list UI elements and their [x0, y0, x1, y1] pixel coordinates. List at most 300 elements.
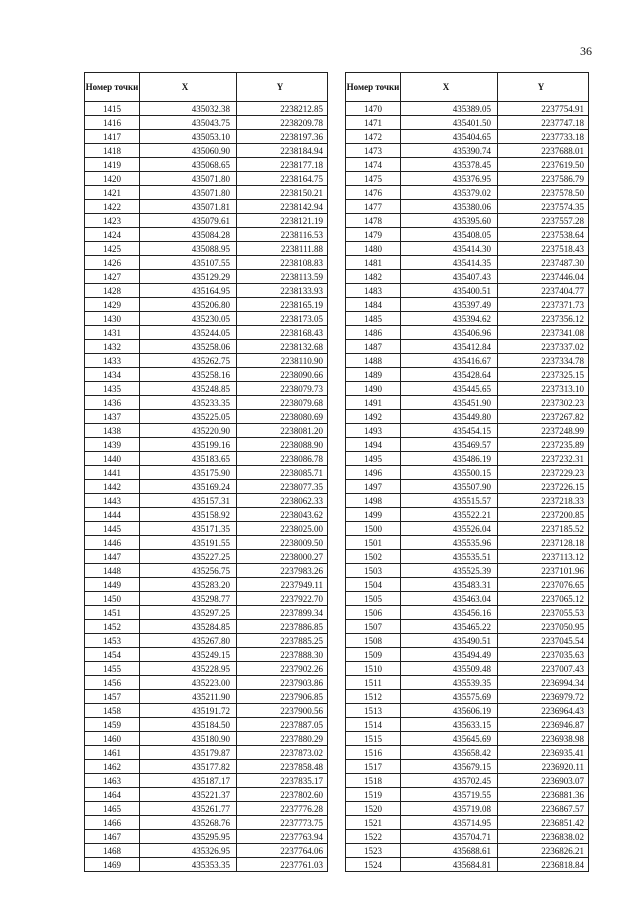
point-number-cell: 1483: [346, 284, 401, 298]
coordinates-table-left: [84, 72, 328, 872]
point-number-cell: 1473: [346, 144, 401, 158]
table-row: [346, 396, 589, 410]
table-row: [346, 676, 589, 690]
y-cell: 2237337.02: [498, 340, 589, 354]
x-cell: 435522.21: [401, 508, 498, 522]
table-row: [85, 452, 328, 466]
y-cell: 2237773.75: [237, 816, 328, 830]
y-cell: 2237267.82: [498, 410, 589, 424]
y-cell: 2237586.79: [498, 172, 589, 186]
point-number-cell: 1488: [346, 354, 401, 368]
y-cell: 2237761.03: [237, 858, 328, 872]
point-number-cell: 1418: [85, 144, 140, 158]
y-cell: 2236964.43: [498, 704, 589, 718]
x-cell: 435297.25: [140, 606, 237, 620]
point-number-cell: 1428: [85, 284, 140, 298]
table-row: [346, 466, 589, 480]
point-number-cell: 1456: [85, 676, 140, 690]
x-cell: 435704.71: [401, 830, 498, 844]
table-row: [85, 690, 328, 704]
y-cell: 2237899.34: [237, 606, 328, 620]
x-cell: 435180.90: [140, 732, 237, 746]
point-number-cell: 1439: [85, 438, 140, 452]
x-cell: 435406.96: [401, 326, 498, 340]
point-number-cell: 1489: [346, 368, 401, 382]
x-cell: 435191.55: [140, 536, 237, 550]
x-cell: 435416.67: [401, 354, 498, 368]
table-row: [346, 298, 589, 312]
x-cell: 435267.80: [140, 634, 237, 648]
point-number-cell: 1506: [346, 606, 401, 620]
x-cell: 435256.75: [140, 564, 237, 578]
point-number-cell: 1505: [346, 592, 401, 606]
point-number-cell: 1509: [346, 648, 401, 662]
x-cell: 435414.35: [401, 256, 498, 270]
x-cell: 435445.65: [401, 382, 498, 396]
table-row: [346, 690, 589, 704]
y-cell: 2237200.85: [498, 508, 589, 522]
point-number-cell: 1520: [346, 802, 401, 816]
x-cell: 435526.04: [401, 522, 498, 536]
x-cell: 435060.90: [140, 144, 237, 158]
point-number-cell: 1442: [85, 480, 140, 494]
y-cell: 2237776.28: [237, 802, 328, 816]
x-cell: 435088.95: [140, 242, 237, 256]
table-row: [85, 186, 328, 200]
y-cell: 2237371.73: [498, 298, 589, 312]
x-cell: 435258.16: [140, 368, 237, 382]
y-cell: 2238150.21: [237, 186, 328, 200]
y-cell: 2237235.89: [498, 438, 589, 452]
x-cell: 435400.51: [401, 284, 498, 298]
table-row: [85, 648, 328, 662]
y-cell: 2237313.10: [498, 382, 589, 396]
point-number-cell: 1440: [85, 452, 140, 466]
table-row: [85, 242, 328, 256]
point-number-cell: 1420: [85, 172, 140, 186]
table-row: [85, 788, 328, 802]
table-row: [85, 172, 328, 186]
table-row: [346, 172, 589, 186]
y-cell: 2237835.17: [237, 774, 328, 788]
point-number-cell: 1444: [85, 508, 140, 522]
x-cell: 435191.72: [140, 704, 237, 718]
point-number-cell: 1431: [85, 326, 140, 340]
table-row: [346, 774, 589, 788]
x-cell: 435645.69: [401, 732, 498, 746]
y-cell: 2237218.33: [498, 494, 589, 508]
point-number-cell: 1415: [85, 102, 140, 116]
x-cell: 435679.15: [401, 760, 498, 774]
point-number-cell: 1468: [85, 844, 140, 858]
y-cell: 2238132.68: [237, 340, 328, 354]
point-number-cell: 1510: [346, 662, 401, 676]
point-number-cell: 1481: [346, 256, 401, 270]
y-cell: 2237903.86: [237, 676, 328, 690]
point-number-cell: 1524: [346, 858, 401, 872]
table-row: [346, 116, 589, 130]
table-row: [346, 844, 589, 858]
point-number-cell: 1466: [85, 816, 140, 830]
point-number-cell: 1503: [346, 564, 401, 578]
y-cell: 2236851.42: [498, 816, 589, 830]
y-cell: 2237902.26: [237, 662, 328, 676]
page-number: 36: [580, 44, 592, 58]
x-cell: 435071.80: [140, 186, 237, 200]
table-row: [346, 634, 589, 648]
point-number-cell: 1433: [85, 354, 140, 368]
point-number-cell: 1450: [85, 592, 140, 606]
point-number-cell: 1515: [346, 732, 401, 746]
x-cell: 435184.50: [140, 718, 237, 732]
x-cell: 435486.19: [401, 452, 498, 466]
y-cell: 2237065.12: [498, 592, 589, 606]
point-number-cell: 1454: [85, 648, 140, 662]
point-number-cell: 1492: [346, 410, 401, 424]
point-number-cell: 1486: [346, 326, 401, 340]
point-number-cell: 1482: [346, 270, 401, 284]
point-number-cell: 1438: [85, 424, 140, 438]
point-number-cell: 1471: [346, 116, 401, 130]
x-cell: 435404.65: [401, 130, 498, 144]
point-number-cell: 1477: [346, 200, 401, 214]
point-number-cell: 1426: [85, 256, 140, 270]
table-row: [85, 858, 328, 872]
table-row: [85, 410, 328, 424]
y-cell: 2238088.90: [237, 438, 328, 452]
y-cell: 2238164.75: [237, 172, 328, 186]
x-cell: 435220.90: [140, 424, 237, 438]
table-row: [346, 200, 589, 214]
x-cell: 435414.30: [401, 242, 498, 256]
y-cell: 2237802.60: [237, 788, 328, 802]
point-number-cell: 1441: [85, 466, 140, 480]
y-cell: 2237873.02: [237, 746, 328, 760]
table-row: [346, 144, 589, 158]
point-number-cell: 1423: [85, 214, 140, 228]
x-cell: 435525.39: [401, 564, 498, 578]
table-row: [346, 452, 589, 466]
y-cell: 2238085.71: [237, 466, 328, 480]
x-cell: 435295.95: [140, 830, 237, 844]
table-row: [85, 326, 328, 340]
y-cell: 2237045.54: [498, 634, 589, 648]
point-number-cell: 1447: [85, 550, 140, 564]
y-cell: 2236903.07: [498, 774, 589, 788]
x-cell: 435199.16: [140, 438, 237, 452]
point-number-cell: 1465: [85, 802, 140, 816]
y-cell: 2237101.96: [498, 564, 589, 578]
point-number-cell: 1467: [85, 830, 140, 844]
x-cell: 435509.48: [401, 662, 498, 676]
x-cell: 435071.80: [140, 172, 237, 186]
y-cell: 2237557.28: [498, 214, 589, 228]
point-number-cell: 1463: [85, 774, 140, 788]
table-row: [346, 522, 589, 536]
point-number-cell: 1523: [346, 844, 401, 858]
x-cell: 435515.57: [401, 494, 498, 508]
y-cell: 2237076.65: [498, 578, 589, 592]
point-number-cell: 1464: [85, 788, 140, 802]
table-row: [85, 816, 328, 830]
x-cell: 435684.81: [401, 858, 498, 872]
point-number-cell: 1500: [346, 522, 401, 536]
x-cell: 435068.65: [140, 158, 237, 172]
table-row: [85, 102, 328, 116]
x-cell: 435702.45: [401, 774, 498, 788]
point-number-cell: 1479: [346, 228, 401, 242]
point-number-cell: 1504: [346, 578, 401, 592]
y-cell: 2237404.77: [498, 284, 589, 298]
table-row: [346, 732, 589, 746]
x-cell: 435454.15: [401, 424, 498, 438]
point-number-cell: 1498: [346, 494, 401, 508]
y-cell: 2236818.84: [498, 858, 589, 872]
x-cell: 435228.95: [140, 662, 237, 676]
point-number-cell: 1419: [85, 158, 140, 172]
x-cell: 435225.05: [140, 410, 237, 424]
y-cell: 2237341.08: [498, 326, 589, 340]
table-row: [85, 592, 328, 606]
y-cell: 2237487.30: [498, 256, 589, 270]
y-cell: 2237356.12: [498, 312, 589, 326]
table-row: [346, 536, 589, 550]
y-cell: 2238184.94: [237, 144, 328, 158]
point-number-cell: 1497: [346, 480, 401, 494]
y-cell: 2237226.15: [498, 480, 589, 494]
header-point-number: Номер точки: [346, 73, 401, 102]
y-cell: 2238197.36: [237, 130, 328, 144]
table-row: [346, 228, 589, 242]
x-cell: 435714.95: [401, 816, 498, 830]
point-number-cell: 1485: [346, 312, 401, 326]
x-cell: 435688.61: [401, 844, 498, 858]
y-cell: 2237764.06: [237, 844, 328, 858]
y-cell: 2238009.50: [237, 536, 328, 550]
y-cell: 2238209.78: [237, 116, 328, 130]
x-cell: 435183.65: [140, 452, 237, 466]
y-cell: 2238121.19: [237, 214, 328, 228]
point-number-cell: 1452: [85, 620, 140, 634]
x-cell: 435539.35: [401, 676, 498, 690]
table-row: [85, 270, 328, 284]
point-number-cell: 1460: [85, 732, 140, 746]
point-number-cell: 1432: [85, 340, 140, 354]
x-cell: 435248.85: [140, 382, 237, 396]
table-row: [346, 592, 589, 606]
table-row: [85, 830, 328, 844]
y-cell: 2238110.90: [237, 354, 328, 368]
table-row: [346, 606, 589, 620]
x-cell: 435107.55: [140, 256, 237, 270]
y-cell: 2236979.72: [498, 690, 589, 704]
point-number-cell: 1457: [85, 690, 140, 704]
table-row: [85, 116, 328, 130]
y-cell: 2237574.35: [498, 200, 589, 214]
y-cell: 2238090.66: [237, 368, 328, 382]
x-cell: 435395.60: [401, 214, 498, 228]
point-number-cell: 1446: [85, 536, 140, 550]
x-cell: 435227.25: [140, 550, 237, 564]
table-row: [85, 718, 328, 732]
table-row: [346, 410, 589, 424]
x-cell: 435412.84: [401, 340, 498, 354]
table-row: [85, 606, 328, 620]
x-cell: 435043.75: [140, 116, 237, 130]
point-number-cell: 1519: [346, 788, 401, 802]
point-number-cell: 1507: [346, 620, 401, 634]
y-cell: 2236938.98: [498, 732, 589, 746]
y-cell: 2237050.95: [498, 620, 589, 634]
y-cell: 2238079.73: [237, 382, 328, 396]
point-number-cell: 1495: [346, 452, 401, 466]
y-cell: 2237055.53: [498, 606, 589, 620]
point-number-cell: 1437: [85, 410, 140, 424]
table-row: [85, 368, 328, 382]
table-row: [346, 508, 589, 522]
point-number-cell: 1469: [85, 858, 140, 872]
x-cell: 435449.80: [401, 410, 498, 424]
table-row: [85, 760, 328, 774]
table-row: [85, 382, 328, 396]
x-cell: 435053.10: [140, 130, 237, 144]
point-number-cell: 1480: [346, 242, 401, 256]
table-row: [346, 480, 589, 494]
x-cell: 435719.55: [401, 788, 498, 802]
table-row: [85, 480, 328, 494]
y-cell: 2237900.56: [237, 704, 328, 718]
point-number-cell: 1455: [85, 662, 140, 676]
x-cell: 435158.92: [140, 508, 237, 522]
table-row: [85, 522, 328, 536]
table-row: [85, 578, 328, 592]
table-row: [346, 648, 589, 662]
y-cell: 2238113.59: [237, 270, 328, 284]
header-x: X: [401, 73, 498, 102]
y-cell: 2238043.62: [237, 508, 328, 522]
x-cell: 435262.75: [140, 354, 237, 368]
table-row: [346, 214, 589, 228]
x-cell: 435221.37: [140, 788, 237, 802]
point-number-cell: 1513: [346, 704, 401, 718]
point-number-cell: 1449: [85, 578, 140, 592]
table-row: [85, 158, 328, 172]
y-cell: 2237007.43: [498, 662, 589, 676]
x-cell: 435401.50: [401, 116, 498, 130]
y-cell: 2237518.43: [498, 242, 589, 256]
point-number-cell: 1470: [346, 102, 401, 116]
y-cell: 2237922.70: [237, 592, 328, 606]
y-cell: 2238062.33: [237, 494, 328, 508]
x-cell: 435268.76: [140, 816, 237, 830]
x-cell: 435175.90: [140, 466, 237, 480]
point-number-cell: 1522: [346, 830, 401, 844]
point-number-cell: 1453: [85, 634, 140, 648]
y-cell: 2236994.34: [498, 676, 589, 690]
table-row: [346, 312, 589, 326]
x-cell: 435535.96: [401, 536, 498, 550]
table-row: [85, 536, 328, 550]
table-row: [346, 802, 589, 816]
point-number-cell: 1487: [346, 340, 401, 354]
x-cell: 435244.05: [140, 326, 237, 340]
x-cell: 435658.42: [401, 746, 498, 760]
point-number-cell: 1484: [346, 298, 401, 312]
x-cell: 435353.35: [140, 858, 237, 872]
point-number-cell: 1435: [85, 382, 140, 396]
y-cell: 2238108.83: [237, 256, 328, 270]
point-number-cell: 1416: [85, 116, 140, 130]
table-row: [346, 704, 589, 718]
y-cell: 2238077.35: [237, 480, 328, 494]
table-row: [346, 564, 589, 578]
point-number-cell: 1445: [85, 522, 140, 536]
table-row: [346, 550, 589, 564]
table-row: [346, 242, 589, 256]
point-number-cell: 1502: [346, 550, 401, 564]
y-cell: 2237248.99: [498, 424, 589, 438]
table-row: [85, 746, 328, 760]
point-number-cell: 1508: [346, 634, 401, 648]
table-row: [85, 354, 328, 368]
y-cell: 2237688.01: [498, 144, 589, 158]
table-row: [346, 186, 589, 200]
y-cell: 2237747.18: [498, 116, 589, 130]
y-cell: 2237538.64: [498, 228, 589, 242]
x-cell: 435490.51: [401, 634, 498, 648]
x-cell: 435394.62: [401, 312, 498, 326]
x-cell: 435206.80: [140, 298, 237, 312]
x-cell: 435084.28: [140, 228, 237, 242]
point-number-cell: 1501: [346, 536, 401, 550]
table-row: [346, 340, 589, 354]
point-number-cell: 1514: [346, 718, 401, 732]
y-cell: 2238173.05: [237, 312, 328, 326]
y-cell: 2238165.19: [237, 298, 328, 312]
x-cell: 435261.77: [140, 802, 237, 816]
table-row: [85, 494, 328, 508]
table-row: [346, 788, 589, 802]
point-number-cell: 1425: [85, 242, 140, 256]
point-number-cell: 1516: [346, 746, 401, 760]
point-number-cell: 1493: [346, 424, 401, 438]
y-cell: 2236838.02: [498, 830, 589, 844]
x-cell: 435298.77: [140, 592, 237, 606]
x-cell: 435428.64: [401, 368, 498, 382]
y-cell: 2236826.21: [498, 844, 589, 858]
y-cell: 2237334.78: [498, 354, 589, 368]
y-cell: 2237578.50: [498, 186, 589, 200]
y-cell: 2237858.48: [237, 760, 328, 774]
x-cell: 435177.82: [140, 760, 237, 774]
table-row: [346, 494, 589, 508]
y-cell: 2236867.57: [498, 802, 589, 816]
table-row: [346, 746, 589, 760]
table-row: [346, 256, 589, 270]
point-number-cell: 1521: [346, 816, 401, 830]
x-cell: 435326.95: [140, 844, 237, 858]
y-cell: 2237619.50: [498, 158, 589, 172]
point-number-cell: 1461: [85, 746, 140, 760]
y-cell: 2238111.88: [237, 242, 328, 256]
x-cell: 435500.15: [401, 466, 498, 480]
x-cell: 435456.16: [401, 606, 498, 620]
x-cell: 435378.45: [401, 158, 498, 172]
header-y: Y: [237, 73, 328, 102]
x-cell: 435032.38: [140, 102, 237, 116]
point-number-cell: 1458: [85, 704, 140, 718]
y-cell: 2237754.91: [498, 102, 589, 116]
